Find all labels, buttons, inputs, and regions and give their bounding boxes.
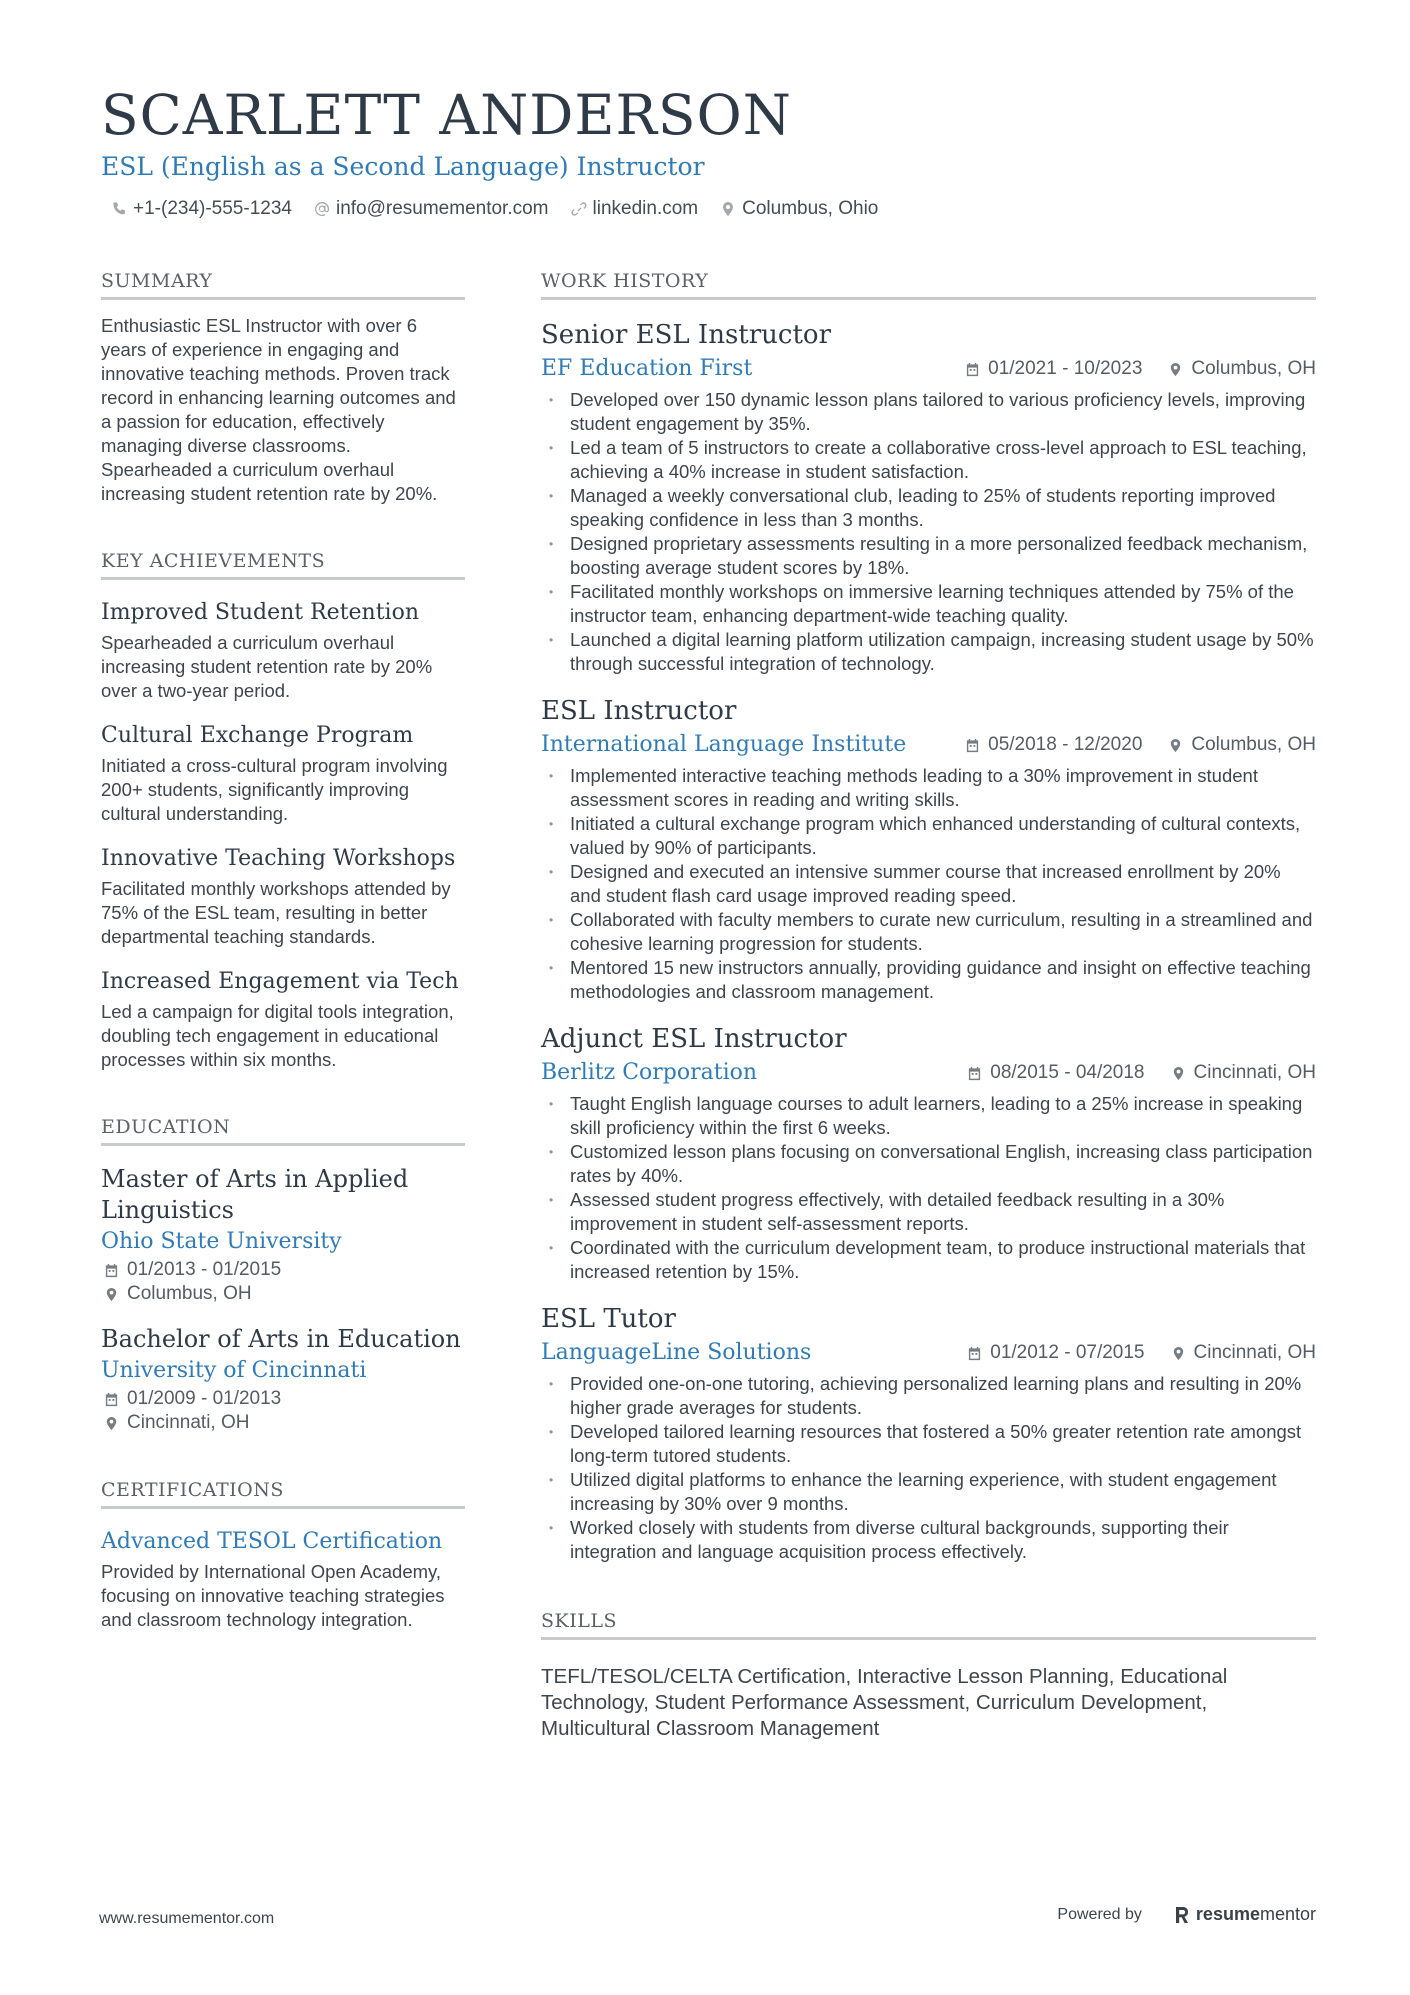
job-entry — [541, 318, 1316, 676]
degree-title: Master of Arts in Applied Linguistics — [101, 1165, 409, 1224]
achievements-heading: KEY ACHIEVEMENTS — [101, 548, 465, 580]
school-name: University of Cincinnati — [101, 1358, 367, 1383]
job-dates — [967, 1342, 1144, 1364]
company-name: International Language Institute — [541, 732, 907, 757]
achievements-section — [101, 548, 465, 1072]
school-name: Ohio State University — [101, 1229, 342, 1254]
list-item: • Managed a weekly conversational club, leading to 25% of students reporting improved speaking confidence in less than 3 months. — [541, 484, 1316, 532]
company-name: LanguageLine Solutions — [541, 1340, 812, 1365]
achievement-item — [101, 967, 465, 1072]
list-item: • Taught English language courses to adult learners, leading to a 25% increase in speaking skill proficiency within the first 6 weeks. — [541, 1092, 1316, 1140]
location-pin-icon — [104, 1287, 119, 1302]
dates-text: 01/2021 - 10/2023 — [988, 358, 1143, 379]
company-name: EF Education First — [541, 356, 753, 381]
contact-location — [720, 198, 878, 220]
contact-linkedin[interactable] — [571, 198, 699, 220]
dates-text: 01/2012 - 07/2015 — [990, 1342, 1145, 1363]
dates-text: 01/2013 - 01/2015 — [127, 1259, 282, 1280]
job-title: Adjunct ESL Instructor — [541, 1024, 847, 1054]
calendar-icon — [967, 1346, 982, 1361]
list-item: • Implemented interactive teaching methods leading to a 30% improvement in student assessment scores in reading and writing skills. — [541, 764, 1316, 812]
candidate-title: ESL (English as a Second Language) Instructor — [101, 152, 705, 181]
job-entry — [541, 1022, 1316, 1284]
achievement-item — [101, 721, 465, 826]
achievement-item — [101, 598, 465, 703]
dates-text: 01/2009 - 01/2013 — [127, 1388, 282, 1409]
at-icon — [314, 201, 330, 217]
location-text: Columbus, Ohio — [742, 198, 879, 219]
summary-heading: SUMMARY — [101, 268, 465, 300]
job-location — [1171, 1062, 1317, 1084]
location-pin-icon — [1168, 738, 1183, 753]
education-section — [101, 1114, 465, 1435]
dates-text: 05/2018 - 12/2020 — [988, 734, 1143, 755]
job-entry — [541, 694, 1316, 1004]
summary-text: Enthusiastic ESL Instructor with over 6 years of experience in engaging and innovative teaching methods. Proven track record in enhancing learning outcomes and a passion for education, effectively managing diverse classrooms. Spearheaded a curriculum overhaul increasing student retention rate by 20%. — [101, 315, 456, 504]
job-entry — [541, 1302, 1316, 1564]
education-item — [101, 1164, 465, 1306]
achievement-title: Increased Engagement via Tech — [101, 969, 459, 994]
education-item — [101, 1324, 465, 1435]
achievement-desc: Spearheaded a curriculum overhaul increasing student retention rate by 20% over a two-year period. — [101, 632, 433, 701]
footer-branding — [1057, 1904, 1316, 1925]
phone-text: +1-(234)-555-1234 — [133, 198, 292, 219]
left-column — [101, 268, 465, 1632]
certifications-section — [101, 1477, 465, 1632]
list-item: • Led a team of 5 instructors to create a collaborative cross-level approach to ESL teaching, achieving a 40% increase in student satisfaction. — [541, 436, 1316, 484]
location-text: Cincinnati, OH — [1193, 1062, 1316, 1083]
location-pin-icon — [720, 201, 736, 217]
job-bullets — [541, 764, 1316, 1004]
email-text: info@resumementor.com — [335, 198, 549, 219]
skills-section — [541, 1608, 1316, 1742]
list-item: • Designed and executed an intensive summer course that increased enrollment by 20% and student flash card usage improved reading speed. — [541, 860, 1316, 908]
logo-text-bold: resume — [1195, 1904, 1260, 1924]
right-column — [541, 268, 1316, 1742]
education-dates — [101, 1258, 465, 1282]
job-dates — [965, 358, 1142, 380]
certifications-heading: CERTIFICATIONS — [101, 1477, 465, 1509]
calendar-icon — [965, 362, 980, 377]
job-dates — [965, 734, 1142, 756]
calendar-icon — [967, 1066, 982, 1081]
work-section — [541, 268, 1316, 1564]
powered-by-text: Powered by — [1057, 1905, 1142, 1923]
achievement-title: Improved Student Retention — [101, 600, 420, 625]
location-text: Columbus, OH — [1191, 358, 1316, 379]
skills-text: TEFL/TESOL/CELTA Certification, Interactive Lesson Planning, Educational Technology, Student Performance Assessment, Curriculum Development, Multicultural Classroom Management — [541, 1665, 1228, 1740]
contact-email[interactable] — [314, 198, 549, 220]
location-pin-icon — [1168, 362, 1183, 377]
job-location — [1171, 1342, 1317, 1364]
achievement-title: Innovative Teaching Workshops — [101, 846, 456, 871]
calendar-icon — [104, 1263, 119, 1278]
calendar-icon — [965, 738, 980, 753]
calendar-icon — [104, 1392, 119, 1407]
degree-title: Bachelor of Arts in Education — [101, 1325, 461, 1353]
education-dates — [101, 1387, 465, 1411]
resumementor-logo[interactable] — [1174, 1904, 1316, 1925]
footer-website[interactable]: www.resumementor.com — [99, 1910, 275, 1927]
contact-bar — [101, 198, 1321, 220]
list-item: • Utilized digital platforms to enhance the learning experience, with student engagement increasing by 30% over 9 months. — [541, 1468, 1316, 1516]
job-dates — [967, 1062, 1144, 1084]
work-heading: WORK HISTORY — [541, 268, 1316, 300]
certification-title: Advanced TESOL Certification — [101, 1529, 443, 1554]
list-item: • Worked closely with students from diverse cultural backgrounds, supporting their integration and language acquisition process effectively. — [541, 1516, 1316, 1564]
list-item: • Initiated a cultural exchange program which enhanced understanding of cultural contexts, valued by 90% of participants. — [541, 812, 1316, 860]
list-item: • Designed proprietary assessments resulting in a more personalized feedback mechanism, boosting average student scores by 18%. — [541, 532, 1316, 580]
job-location — [1168, 358, 1316, 380]
achievement-desc: Initiated a cross-cultural program involving 200+ students, significantly improving cultural understanding. — [101, 755, 448, 824]
education-heading: EDUCATION — [101, 1114, 465, 1146]
job-bullets — [541, 1372, 1316, 1564]
achievement-title: Cultural Exchange Program — [101, 723, 414, 748]
summary-section — [101, 268, 465, 506]
achievement-desc: Facilitated monthly workshops attended by 75% of the ESL team, resulting in better departmental teaching standards. — [101, 878, 451, 947]
list-item: • Facilitated monthly workshops on immersive learning techniques attended by 75% of the instructor team, enhancing department-wide teaching quality. — [541, 580, 1316, 628]
list-item: • Developed tailored learning resources that fostered a 50% greater retention rate amongst long-term tutored students. — [541, 1420, 1316, 1468]
certification-item — [101, 1527, 465, 1632]
achievement-desc: Led a campaign for digital tools integration, doubling tech engagement in educational processes within six months. — [101, 1001, 454, 1070]
job-title: ESL Instructor — [541, 696, 737, 726]
achievement-item — [101, 844, 465, 949]
location-text: Columbus, OH — [1191, 734, 1316, 755]
job-bullets — [541, 1092, 1316, 1284]
location-pin-icon — [1171, 1066, 1186, 1081]
dates-text: 08/2015 - 04/2018 — [990, 1062, 1145, 1083]
skills-heading: SKILLS — [541, 1608, 1316, 1640]
job-title: Senior ESL Instructor — [541, 320, 831, 350]
list-item: • Customized lesson plans focusing on conversational English, increasing class participation rates by 40%. — [541, 1140, 1316, 1188]
resume-header — [101, 82, 1321, 220]
list-item: • Assessed student progress effectively, with detailed feedback resulting in a 30% improvement in student self-assessment reports. — [541, 1188, 1316, 1236]
list-item: • Launched a digital learning platform utilization campaign, increasing student usage by 50% through successful integration of technology. — [541, 628, 1316, 676]
list-item: • Developed over 150 dynamic lesson plans tailored to various proficiency levels, improving student engagement by 35%. — [541, 388, 1316, 436]
location-text: Columbus, OH — [127, 1283, 252, 1304]
education-location — [101, 1282, 465, 1306]
list-item: • Mentored 15 new instructors annually, providing guidance and insight on effective teaching methodologies and classroom management. — [541, 956, 1316, 1004]
location-pin-icon — [104, 1416, 119, 1431]
location-text: Cincinnati, OH — [127, 1412, 250, 1433]
list-item: • Provided one-on-one tutoring, achieving personalized learning plans and resulting in 20% higher grade averages for students. — [541, 1372, 1316, 1420]
company-name: Berlitz Corporation — [541, 1060, 758, 1085]
candidate-name: SCARLETT ANDERSON — [101, 83, 792, 147]
list-item: • Collaborated with faculty members to curate new curriculum, resulting in a streamlined and cohesive learning progression for students. — [541, 908, 1316, 956]
linkedin-text: linkedin.com — [592, 198, 699, 219]
link-icon — [571, 201, 587, 217]
location-text: Cincinnati, OH — [1193, 1342, 1316, 1363]
logo-text-thin: mentor — [1259, 1904, 1316, 1924]
phone-icon — [111, 201, 127, 217]
job-title: ESL Tutor — [541, 1304, 676, 1334]
list-item: • Coordinated with the curriculum development team, to produce instructional materials that increased retention by 15%. — [541, 1236, 1316, 1284]
job-bullets — [541, 388, 1316, 676]
education-location — [101, 1411, 465, 1435]
resumementor-logo-icon — [1174, 1906, 1190, 1924]
contact-phone[interactable] — [111, 198, 292, 220]
job-location — [1168, 734, 1316, 756]
location-pin-icon — [1171, 1346, 1186, 1361]
certification-desc: Provided by International Open Academy, focusing on innovative teaching strategies and classroom technology integration. — [101, 1561, 445, 1630]
